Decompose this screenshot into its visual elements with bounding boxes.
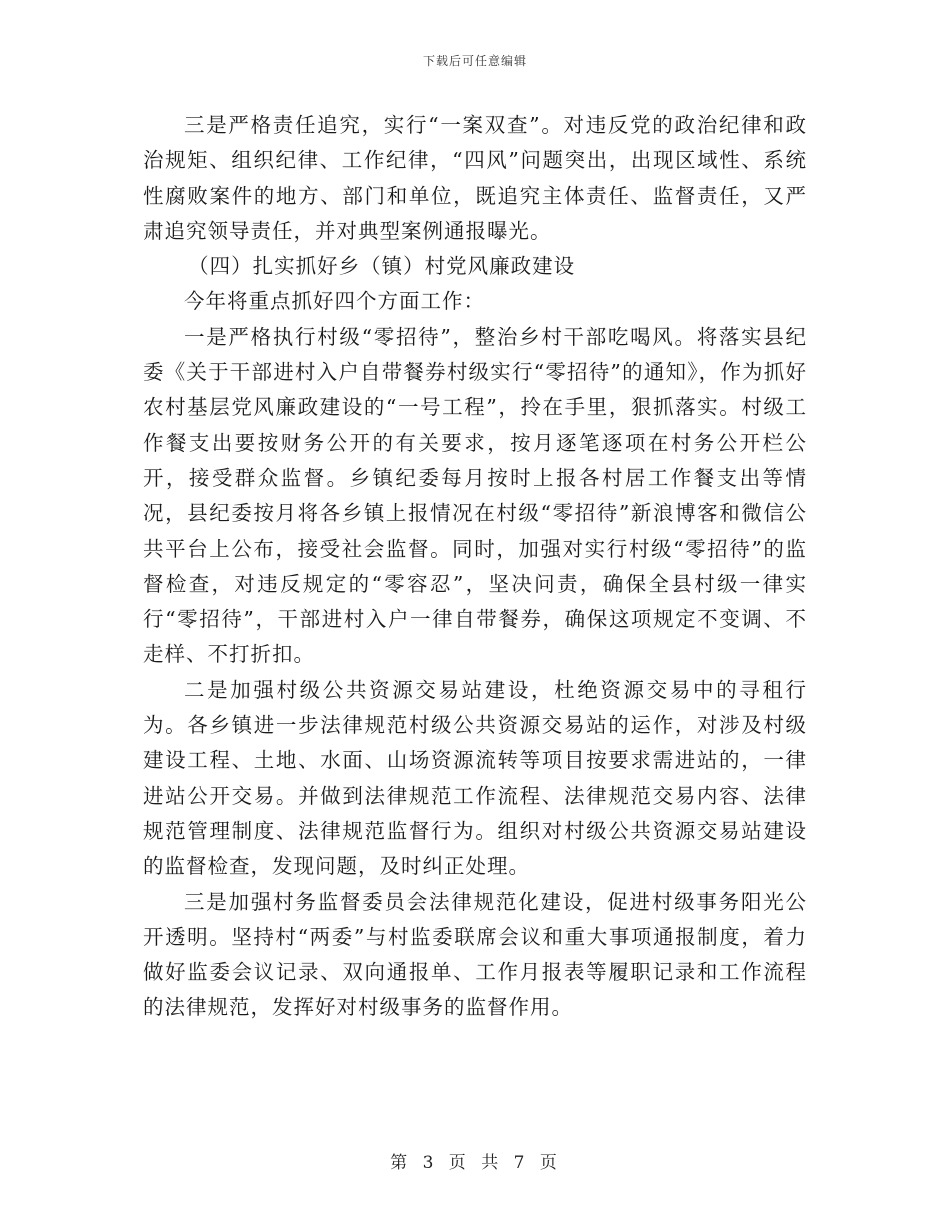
page-number-footer: 第 3 页 共 7 页 [390,1153,560,1173]
paragraph-zero-hospitality: 一是严格执行村级“零招待”，整治乡村干部吃喝风。将落实县纪委《关于干部进村入户自带餐券村级实行“零招待”的通知》，作为抓好农村基层党风廉政建设的“一号工程”，拎在手里，狠抓落实。村级工作餐支出要按财务公开的有关要求，按月逐笔逐项在村务公开栏公开，接受群众监督。乡镇纪委每月按时上报各村居工作餐支出等情况，县纪委按月将各乡镇上报情况在村级“零招待”新浪博客和微信公共平台上公布，接受社会监督。同时，加强对实行村级“零招待”的监督检查，对违反规定的“零容忍”，坚决问责，确保全县村级一律实行“零招待”，干部进村入户一律自带餐券，确保这项规定不变调、不走样、不打折扣。 [143,324,807,667]
paragraph-accountability: 三是严格责任追究，实行“一案双查”。对违反党的政治纪律和政治规矩、组织纪律、工作纪律，“四风”问题突出，出现区域性、系统性腐败案件的地方、部门和单位，既追究主体责任、监督责任，又严肃追究领导责任，并对典型案例通报曝光。 [143,113,807,243]
section-heading-village-integrity: （四）扎实抓好乡（镇）村党风廉政建设 [188,254,576,279]
paragraph-resource-trading: 二是加强村级公共资源交易站建设，杜绝资源交易中的寻租行为。各乡镇进一步法律规范村级公共资源交易站的运作，对涉及村级建设工程、土地、水面、山场资源流转等项目按要求需进站的，一律进站公开交易。并做到法律规范工作流程、法律规范交易内容、法律规范管理制度、法律规范监督行为。组织对村级公共资源交易站建设的监督检查，发现问题，及时纠正处理。 [143,677,807,879]
paragraph-supervision-committee: 三是加强村务监督委员会法律规范化建设，促进村级事务阳光公开透明。坚持村“两委”与村监委联席会议和重大事项通报制度，着力做好监委会议记录、双向通报单、工作月报表等履职记录和工作流程的法律规范，发挥好对村级事务的监督作用。 [143,889,807,1020]
document-body [143,108,807,1026]
paragraph-intro-four-aspects: 今年将重点抓好四个方面工作： [184,289,485,314]
page-header-note: 下载后可任意编辑 [422,54,527,68]
